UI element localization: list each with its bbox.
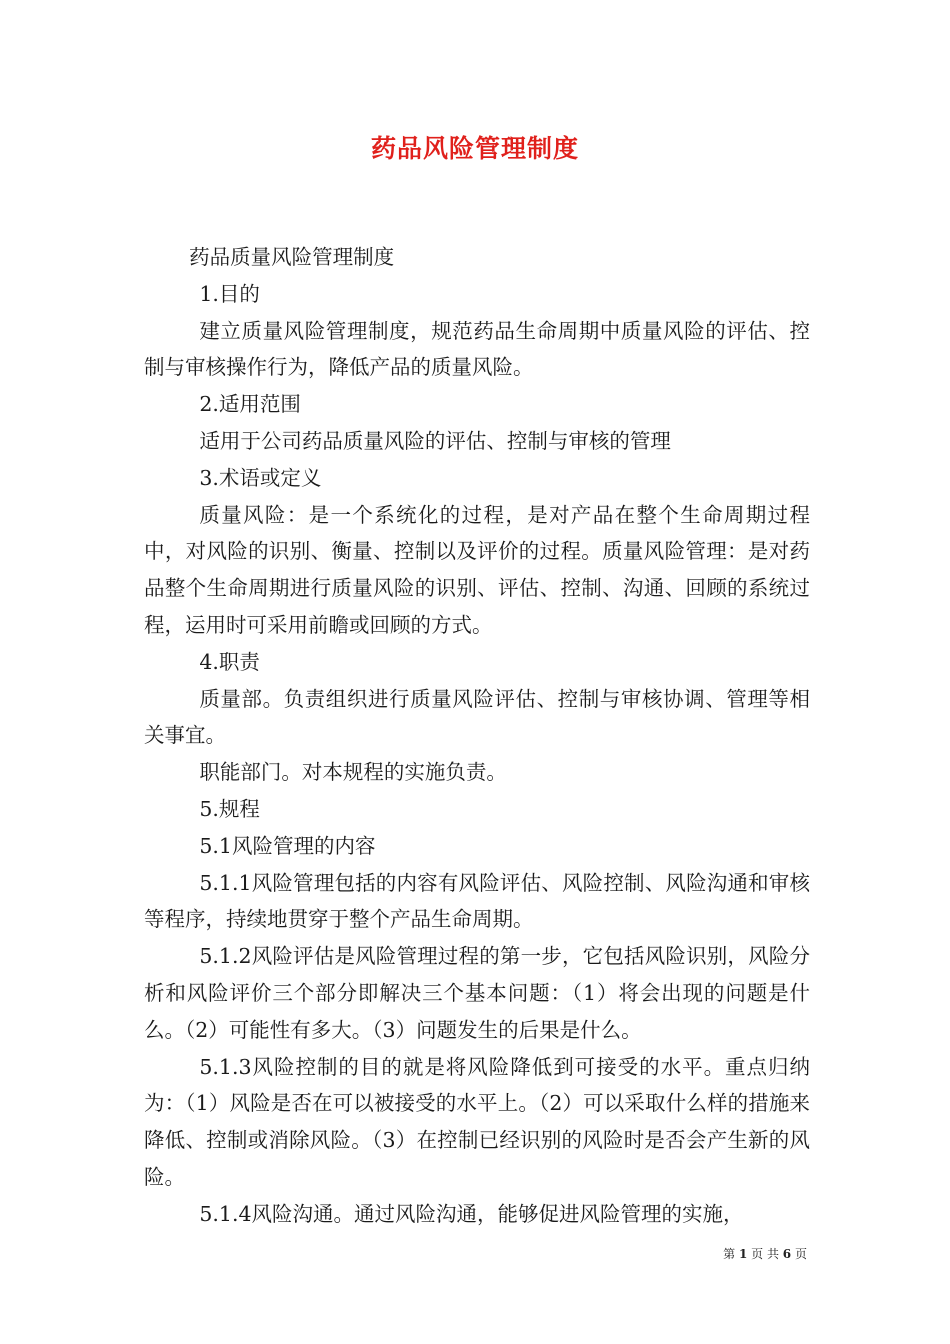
paragraph: 质量部。负责组织进行质量风险评估、控制与审核协调、管理等相关事宜。 — [144, 686, 810, 748]
section-heading: 2.适用范围 — [199, 392, 301, 417]
section-heading: 1.目的 — [199, 281, 260, 306]
footer-prefix: 第 — [723, 1247, 736, 1261]
page-footer — [723, 1246, 807, 1262]
footer-total-pages: 6 — [782, 1247, 792, 1261]
section-heading: 药品质量风险管理制度 — [189, 245, 395, 269]
section-heading: 3.术语或定义 — [199, 465, 322, 490]
document-title: 药品风险管理制度 — [370, 134, 579, 163]
footer-suffix: 页 — [794, 1247, 807, 1261]
paragraph: 适用于公司药品质量风险的评估、控制与审核的管理 — [199, 428, 671, 453]
section-heading: 5.1风险管理的内容 — [199, 833, 376, 858]
section-heading: 5.规程 — [199, 796, 260, 821]
paragraph: 职能部门。对本规程的实施负责。 — [199, 760, 507, 785]
section-heading: 4.职责 — [199, 649, 260, 674]
paragraph: 5.1.2风险评估是风险管理过程的第一步，它包括风险识别，风险分析和风险评价三个部分即解决三个基本问题：（1）将会出现的问题是什么。（2）可能性有多大。（3）问题发生的后果是什么。 — [144, 944, 810, 1042]
paragraph: 质量风险：是一个系统化的过程，是对产品在整个生命周期过程中，对风险的识别、衡量、控制以及评价的过程。质量风险管理：是对药品整个生命周期进行质量风险的识别、评估、控制、沟通、回顾的系统过程，运用时可采用前瞻或回顾的方式。 — [144, 502, 810, 637]
paragraph: 5.1.1风险管理包括的内容有风险评估、风险控制、风险沟通和审核等程序，持续地贯穿于整个产品生命周期。 — [144, 870, 810, 932]
document-body — [144, 239, 810, 1233]
footer-page-number: 1 — [738, 1247, 748, 1261]
paragraph: 5.1.3风险控制的目的就是将风险降低到可接受的水平。重点归纳为：（1）风险是否在可以被接受的水平上。（2）可以采取什么样的措施来降低、控制或消除风险。（3）在控制已经识别的风险时是否会产生新的风险。 — [144, 1054, 810, 1189]
paragraph: 建立质量风险管理制度，规范药品生命周期中质量风险的评估、控制与审核操作行为，降低产品的质量风险。 — [144, 318, 810, 380]
paragraph: 5.1.4风险沟通。通过风险沟通，能够促进风险管理的实施， — [199, 1201, 744, 1226]
footer-middle: 页 共 — [751, 1247, 779, 1261]
